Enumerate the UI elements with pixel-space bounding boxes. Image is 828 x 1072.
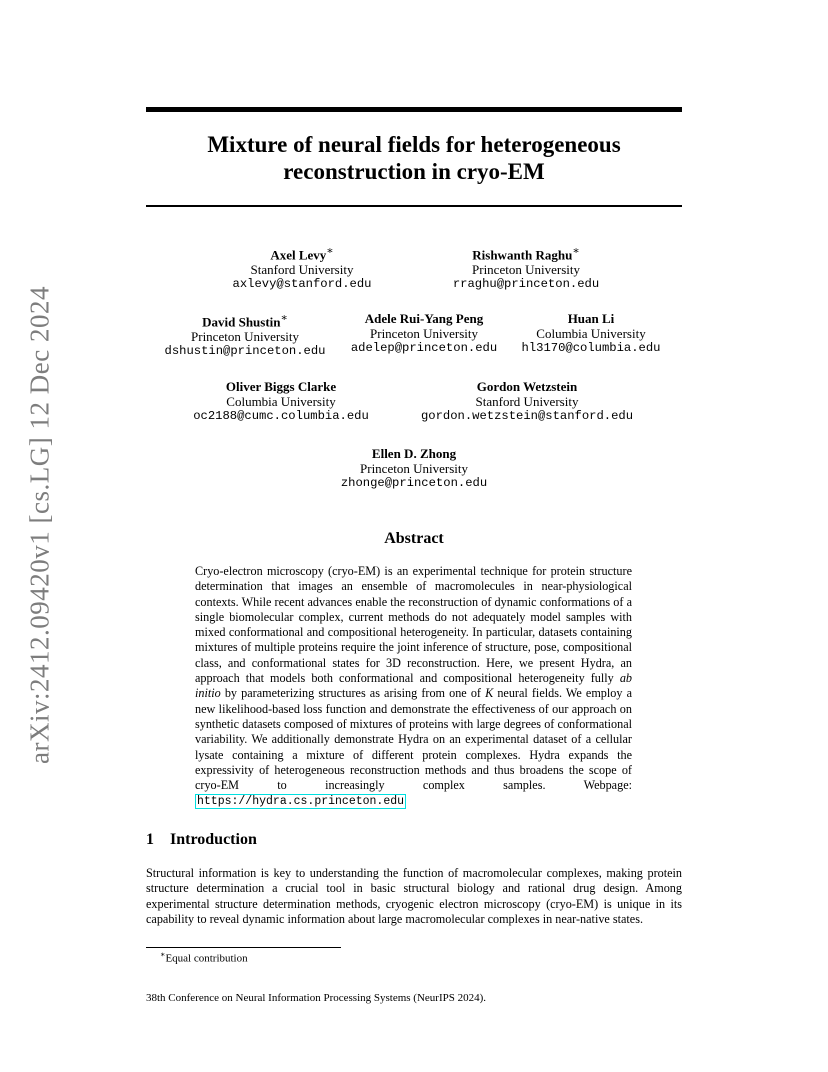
footnote — [160, 950, 248, 965]
author-block — [522, 311, 661, 356]
footnote-mark: ∗ — [160, 950, 166, 959]
paper-title — [146, 131, 682, 185]
author-block — [233, 244, 372, 292]
author-name: David Shustin — [202, 314, 281, 330]
author-block — [453, 244, 599, 292]
author-name: Oliver Biggs Clarke — [225, 379, 337, 394]
author-affiliation: Stanford University — [475, 394, 579, 409]
webpage-link[interactable]: https://hydra.cs.princeton.edu — [197, 795, 405, 809]
author-block — [421, 379, 633, 424]
equal-contribution-mark: ∗ — [572, 245, 580, 257]
author-block — [351, 311, 497, 356]
title-top-rule — [146, 107, 682, 112]
introduction-paragraph: Structural information is key to understanding the function of macromolecular complexes, making protein structure determination a crucial tool in basic structural biology and rational drug design. Among experimental structure determination methods, cryogenic electron microscopy (cryo-EM) is unique in its capability to reveal dynamic information about large macromolecular complexes in near-native states. — [146, 866, 682, 926]
author-email[interactable]: axlevy@stanford.edu — [232, 277, 372, 292]
section-title: Introduction — [170, 831, 257, 848]
abstract-text: Cryo-electron microscopy (cryo-EM) is an experimental technique for protein structure determination that images an ensemble of macromolecules in near-physiological contexts. While recent advances enable the reconstruction of dynamic conformations of a single biomolecular complex, current methods do not adequately model samples with mixed conformational and compositional heterogeneity. In particular, datasets containing mixtures of multiple proteins require the joint inference of structure, pose, compositional class, and conformational states for 3D reconstruction. Here, we present Hydra, an approach that models both conformational and compositional heterogeneity fully — [195, 564, 632, 686]
author-affiliation: Columbia University — [226, 394, 336, 409]
author-block — [193, 379, 369, 424]
title-line-2: reconstruction in cryo-EM — [283, 159, 545, 184]
title-line-1: Mixture of neural fields for heterogeneous — [207, 132, 621, 157]
author-email[interactable]: dshustin@princeton.edu — [164, 344, 326, 359]
footnote-text: Equal contribution — [165, 952, 248, 965]
abstract-body — [195, 564, 632, 810]
equal-contribution-mark: ∗ — [326, 245, 334, 257]
author-block — [341, 446, 487, 491]
section-heading-introduction — [146, 831, 257, 849]
author-email[interactable]: gordon.wetzstein@stanford.edu — [420, 409, 634, 423]
author-email[interactable]: oc2188@cumc.columbia.edu — [193, 409, 369, 423]
arxiv-sidebar-stamp — [20, 286, 60, 764]
author-email[interactable]: zhonge@princeton.edu — [340, 476, 488, 490]
author-name: Gordon Wetzstein — [476, 379, 578, 394]
equal-contribution-mark: ∗ — [280, 312, 288, 324]
abstract-italic-k: K — [485, 686, 494, 701]
author-block — [165, 311, 326, 359]
author-affiliation: Columbia University — [536, 326, 646, 341]
footnote-rule — [146, 947, 341, 948]
title-bottom-rule — [146, 205, 682, 207]
abstract-heading: Abstract — [384, 530, 444, 547]
author-name: Ellen D. Zhong — [371, 446, 457, 461]
author-name: Adele Rui-Yang Peng — [364, 311, 484, 326]
author-email[interactable]: adelep@princeton.edu — [350, 341, 498, 355]
author-affiliation: Princeton University — [191, 329, 299, 345]
author-email[interactable]: hl3170@columbia.edu — [521, 341, 661, 355]
author-email[interactable]: rraghu@princeton.edu — [452, 277, 600, 292]
author-affiliation: Stanford University — [250, 262, 354, 278]
author-name: Rishwanth Raghu — [472, 247, 573, 263]
author-affiliation: Princeton University — [360, 461, 468, 476]
abstract-italic-ab-initio: ab initio — [195, 671, 632, 701]
arxiv-identifier: arXiv:2412.09420v1 [cs.LG] 12 Dec 2024 — [24, 286, 55, 764]
abstract-text: by parameterizing structures as arising from one of — [220, 686, 486, 701]
conference-note: 38th Conference on Neural Information Processing Systems (NeurIPS 2024). — [146, 992, 487, 1004]
author-name: Axel Levy — [270, 247, 327, 263]
author-affiliation: Princeton University — [472, 262, 580, 278]
author-affiliation: Princeton University — [370, 326, 478, 341]
section-number: 1 — [146, 831, 154, 848]
abstract-text: neural fields. We employ a new likelihood-based loss function and demonstrate the effectiveness of our approach on synthetic datasets composed of mixtures of proteins with large degrees of conformational variability. We additionally demonstrate Hydra on an experimental dataset of a cellular lysate containing a mixture of different protein complexes. Hydra expands the expressivity of heterogeneous reconstruction methods and thus broadens the scope of cryo-EM to increasingly complex samples. Webpage: — [195, 686, 632, 793]
author-name: Huan Li — [567, 311, 615, 326]
